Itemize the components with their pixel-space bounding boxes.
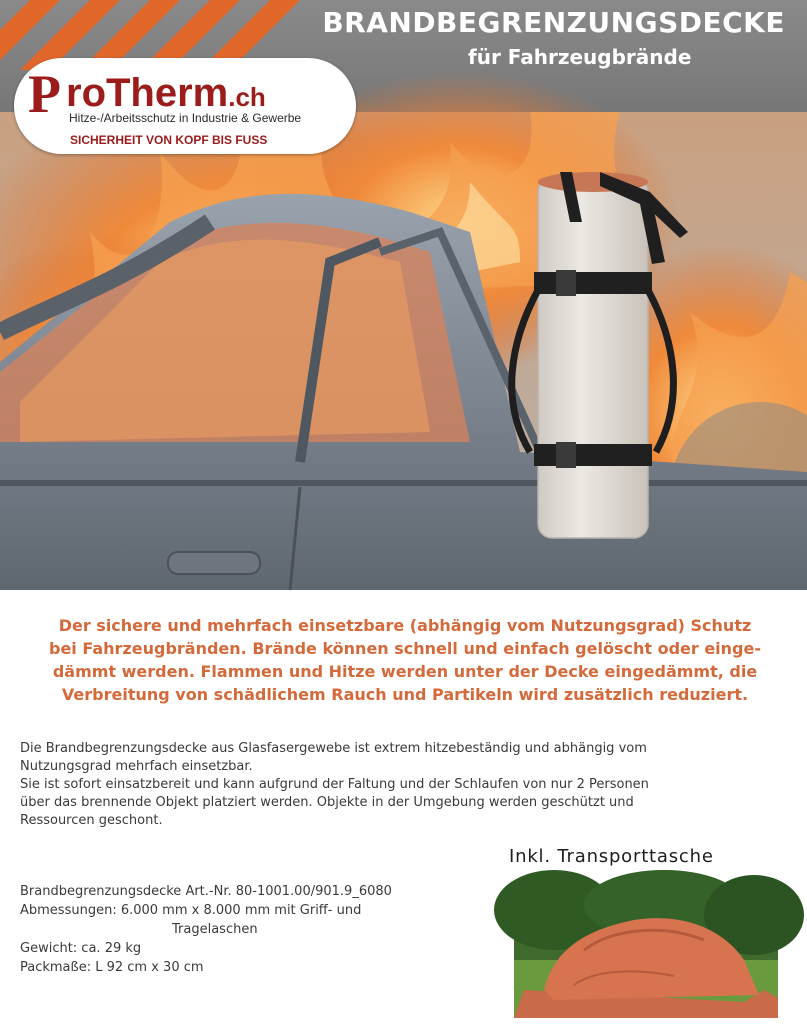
spec-article: Brandbegrenzungsdecke Art.-Nr. 80-1001.00/901.9_6080 (20, 884, 392, 899)
logo-letter-p: P (28, 64, 61, 124)
intro-line: bei Fahrzeugbränden. Brände können schnell und einfach gelöscht oder einge- (49, 639, 761, 658)
covered-car-image (514, 890, 778, 1018)
spec-dimensions-cont: Tragelaschen (172, 922, 258, 937)
logo-brand-name: roTherm (66, 71, 229, 115)
page-title: BRANDBEGRENZUNGSDECKE (322, 6, 785, 39)
description-paragraph (20, 740, 790, 830)
intro-line: Der sichere und mehrfach einsetzbare (abhängig vom Nutzungsgrad) Schutz (58, 616, 752, 635)
logo-slogan: SICHERHEIT VON KOPF BIS FUSS (70, 133, 268, 147)
logo-tagline: Hitze-/Arbeitsschutz in Industrie & Gewerbe (69, 111, 302, 125)
burning-car-photo (0, 112, 807, 590)
transport-bag-label: Inkl. Transporttasche (509, 846, 714, 867)
description-line: über das brennende Objekt platziert werden. Objekte in der Umgebung werden geschützt und (20, 795, 634, 810)
intro-line: dämmt werden. Flammen und Hitze werden unter der Decke eingedämmt, die (52, 662, 758, 681)
spec-pack-size: Packmaße: L 92 cm x 30 cm (20, 960, 204, 975)
description-line: Ressourcen geschont. (20, 813, 163, 828)
covered-car-photo (514, 890, 778, 1018)
description-line: Sie ist sofort einsatzbereit und kann aufgrund der Faltung und der Schlaufen von nur 2 Personen (20, 777, 649, 792)
description-line: Die Brandbegrenzungsdecke aus Glasfasergewebe ist extrem hitzebeständig und abhängig vom (20, 741, 647, 756)
intro-line: Verbreitung von schädlichem Rauch und Partikeln wird zusätzlich reduziert. (61, 685, 749, 704)
product-specs (20, 882, 392, 977)
page-subtitle: für Fahrzeugbrände (468, 45, 692, 69)
description-line: Nutzungsgrad mehrfach einsetzbar. (20, 759, 253, 774)
hero-photo (0, 64, 807, 590)
spec-weight: Gewicht: ca. 29 kg (20, 941, 142, 956)
logo-tld: .ch (228, 82, 266, 112)
intro-paragraph (20, 614, 790, 706)
protherm-logo (14, 58, 356, 154)
spec-dimensions: Abmessungen: 6.000 mm x 8.000 mm mit Griff- und (20, 903, 362, 918)
